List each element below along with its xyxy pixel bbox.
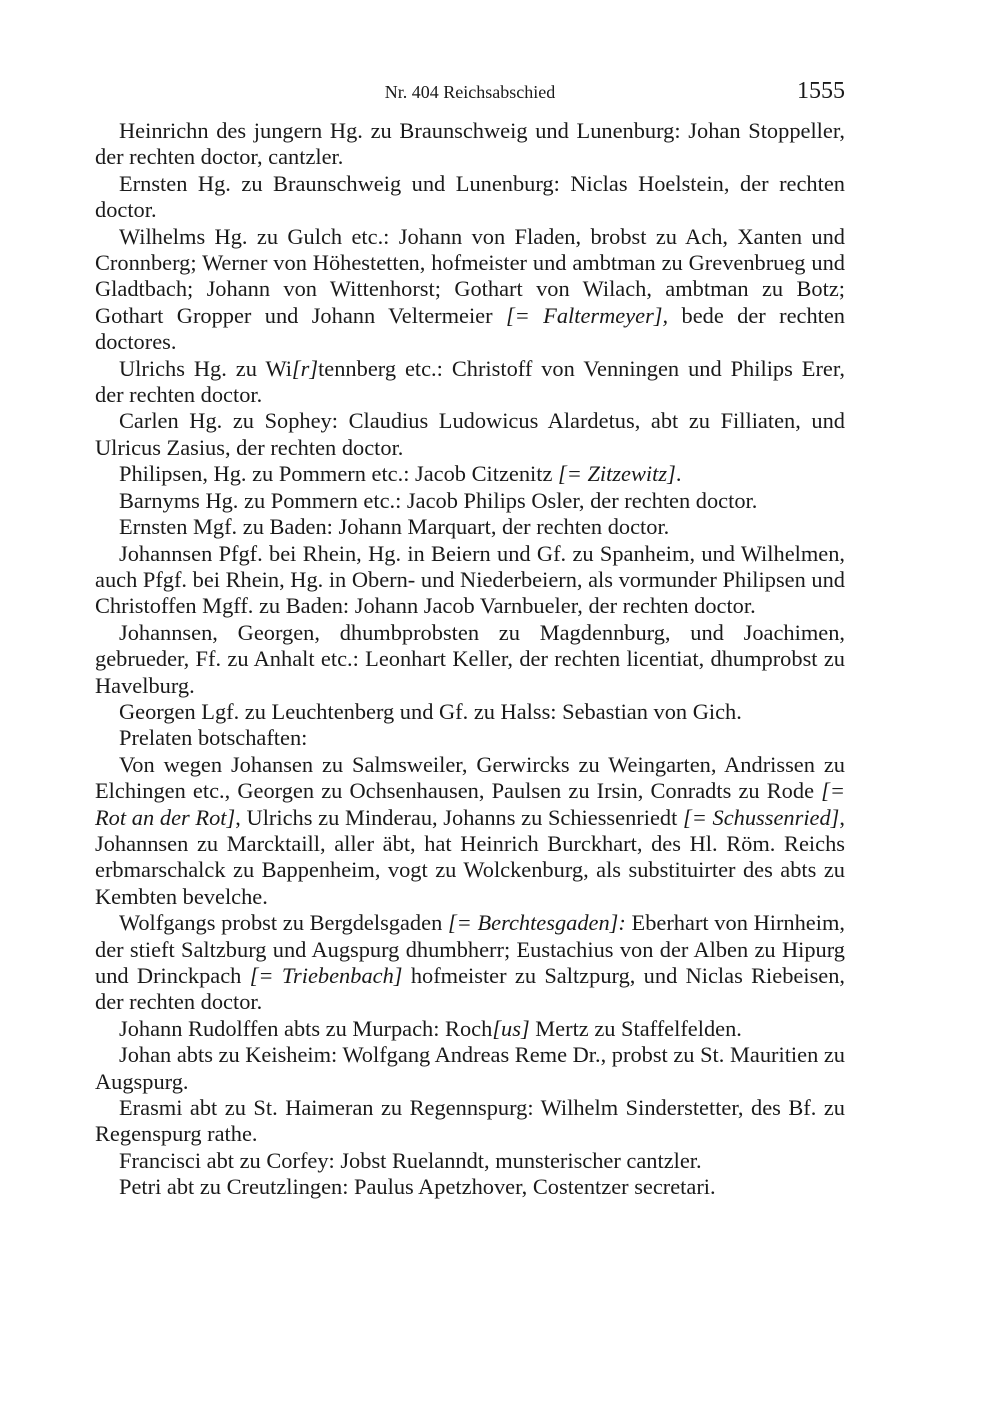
- paragraph: [95, 118, 845, 171]
- text-run: Ernsten Mgf. zu Baden: Johann Marquart, der rechten doctor.: [119, 514, 670, 540]
- text-run: , Johannsen zu Marcktaill, aller äbt, hat Heinrich Burckhart, des Hl. Röm. Reichs erbmarschalck zu Bappenheim, vogt zu Wolckenburg, als substituirter des abts zu Kembten bevelche.: [95, 804, 846, 909]
- editorial-note: [= Zitzewitz]: [558, 461, 676, 487]
- paragraph: [95, 725, 845, 751]
- editorial-note: [= Berchtesgaden]:: [447, 910, 626, 936]
- editorial-note: [= Faltermeyer],: [505, 302, 669, 328]
- paragraph: [95, 541, 845, 620]
- paragraph: [95, 1042, 845, 1095]
- text-run: bede der rechten doctores.: [95, 302, 845, 355]
- text-run: Mertz zu Staffelfelden.: [529, 1015, 742, 1041]
- text-run: , Ulrichs zu Minderau, Johanns zu Schiessenriedt: [235, 804, 684, 830]
- paragraph: [95, 488, 845, 514]
- paragraph: [95, 1016, 845, 1042]
- editorial-note: [r]: [291, 355, 319, 381]
- text-run: Johann Rudolffen abts zu Murpach: Roch: [119, 1015, 493, 1041]
- paragraph: [95, 356, 845, 409]
- running-header: [95, 78, 845, 118]
- page: [95, 78, 845, 1201]
- paragraph: [95, 461, 845, 487]
- text-run: Philipsen, Hg. zu Pommern etc.: Jacob Citzenitz: [119, 461, 559, 487]
- page-number: 1555: [797, 78, 845, 104]
- editorial-note: [= Schussenried]: [683, 804, 840, 830]
- text-run: Erasmi abt zu St. Haimeran zu Regennspurg: Wilhelm Sinderstetter, des Bf. zu Regenspurg rathe.: [95, 1095, 845, 1147]
- text-run: Georgen Lgf. zu Leuchtenberg und Gf. zu Halss: Sebastian von Gich.: [119, 698, 742, 724]
- text-run: Eberhart von Hirnheim, der stieft Saltzburg und Augspurg dhumbherr; Eustachius von der Alben zu Hipurg und Drinckpach: [95, 910, 845, 988]
- text-run: .: [675, 461, 682, 487]
- paragraph: [95, 224, 845, 356]
- paragraph: [95, 1095, 845, 1148]
- paragraph: [95, 752, 845, 910]
- paragraph: [95, 910, 845, 1016]
- text-run: Wolfgangs probst zu Bergdelsgaden: [119, 910, 448, 936]
- text-run: Francisci abt zu Corfey: Jobst Ruelanndt, munsterischer cantzler.: [119, 1147, 702, 1173]
- text-run: Ulrichs Hg. zu Wi: [119, 355, 292, 381]
- paragraph: [95, 408, 845, 461]
- text-run: tennberg etc.: Christoff von Venningen und Philips Erer, der rechten doctor.: [95, 355, 845, 408]
- text-run: Johannsen, Georgen, dhumbprobsten zu Magdennburg, und Joachimen, gebrueder, Ff. zu Anhalt etc.: Leonhart Keller, der rechten licentiat, dhumprobst zu Havelburg.: [95, 619, 845, 698]
- text-run: Petri abt zu Creutzlingen: Paulus Apetzhover, Costentzer secretari.: [119, 1174, 716, 1200]
- text-run: Ernsten Hg. zu Braunschweig und Lunenburg: Niclas Hoelstein, der rechten doctor.: [95, 170, 845, 223]
- editorial-note: [= Rot an der Rot]: [95, 778, 845, 830]
- text-run: Carlen Hg. zu Sophey: Claudius Ludowicus Alardetus, abt zu Filliaten, und Ulricus Zasius, der rechten doctor.: [95, 408, 845, 460]
- text-run: Barnyms Hg. zu Pommern etc.: Jacob Philips Osler, der rechten doctor.: [119, 487, 758, 513]
- text-run: Johan abts zu Keisheim: Wolfgang Andreas Reme Dr., probst zu St. Mauritien zu Augspurg.: [95, 1042, 845, 1094]
- paragraph: [95, 699, 845, 725]
- header-title: Nr. 404 Reichsabschied: [384, 82, 556, 102]
- text-run: Heinrichn des jungern Hg. zu Braunschweig und Lunenburg: Johan Stoppeller, der rechten doctor, cantzler.: [95, 118, 845, 170]
- paragraph: [95, 171, 845, 224]
- document-body: [95, 118, 845, 1201]
- editorial-note: [us]: [492, 1015, 530, 1041]
- text-run: Prelaten botschaften:: [119, 725, 308, 751]
- text-run: Wilhelms Hg. zu Gulch etc.: Johann von Fladen, brobst zu Ach, Xanten und Cronnberg; Werner von Höhestetten, hofmeister und ambtman zu Grevenbrueg und Gladtbach; Johann von Wittenhorst; Gothart von Wilach, ambtman zu Botz; Gothart Gropper und Johann Veltermeier: [95, 223, 845, 328]
- text-run: hofmeister zu Saltzpurg, und Niclas Riebeisen, der rechten doctor.: [95, 963, 846, 1015]
- text-run: Von wegen Johansen zu Salmsweiler, Gerwircks zu Weingarten, Andrissen zu Elchingen etc., Georgen zu Ochsenhausen, Paulsen zu Irsin, Conradts zu Rode: [95, 751, 845, 804]
- paragraph: [95, 620, 845, 699]
- editorial-note: [= Triebenbach]: [249, 963, 403, 988]
- paragraph: [95, 514, 845, 540]
- text-run: Johannsen Pfgf. bei Rhein, Hg. in Beiern und Gf. zu Spanheim, und Wilhelmen, auch Pfgf. bei Rhein, Hg. in Obern- und Niederbeiern, als vormunder Philipsen und Christoffen Mgff. zu Baden: Johann Jacob Varnbueler, der rechten doctor.: [95, 540, 845, 619]
- paragraph: [95, 1148, 845, 1174]
- paragraph: [95, 1174, 845, 1200]
